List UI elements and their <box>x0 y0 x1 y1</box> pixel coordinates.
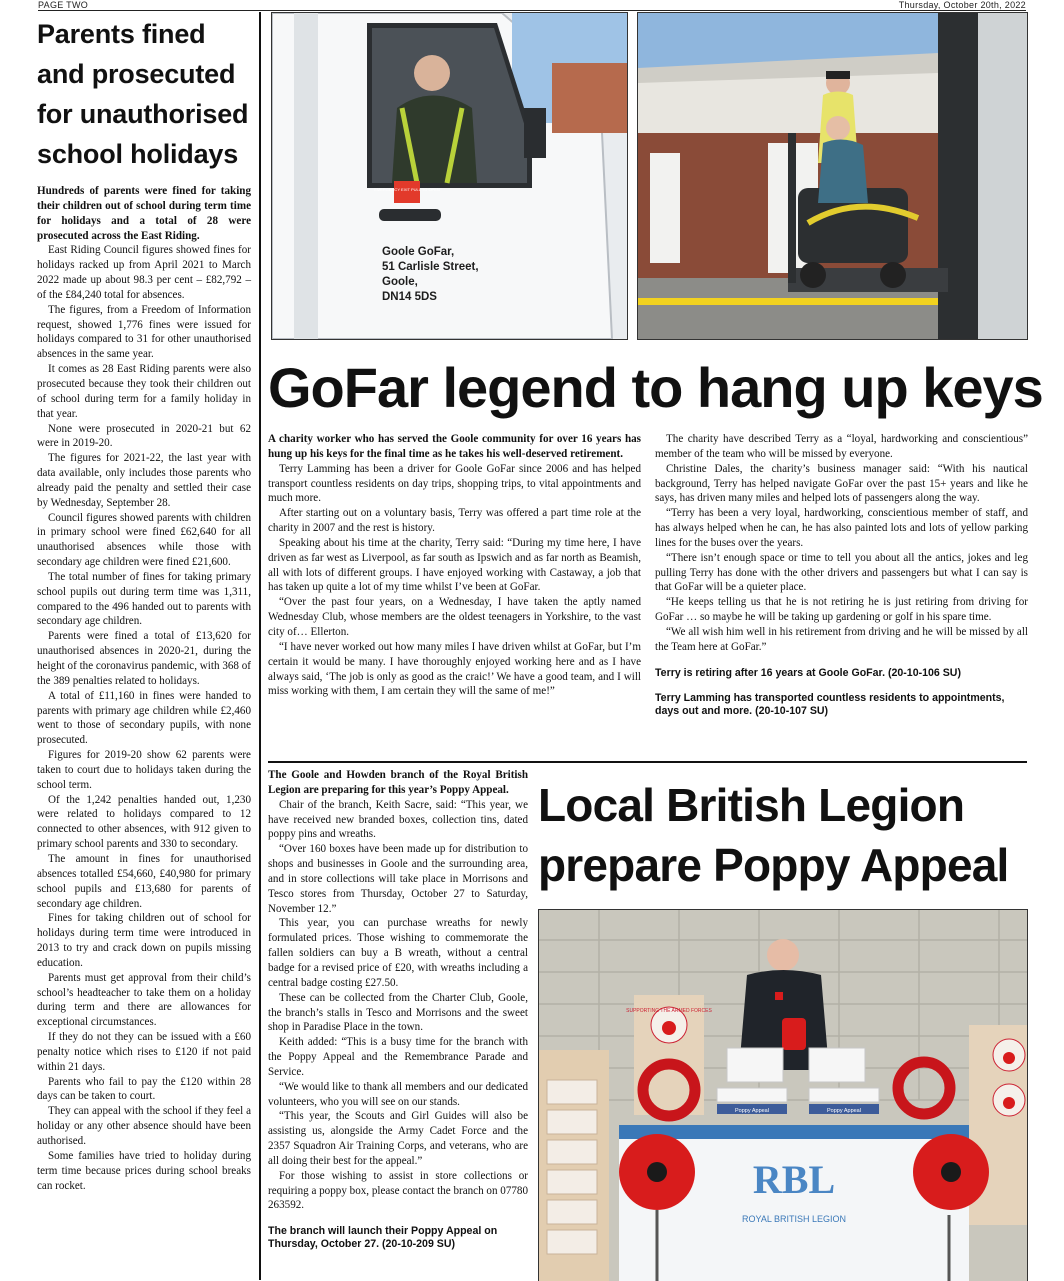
poppy-stall-illustration <box>539 910 1027 1281</box>
gofar-paragraph: Speaking about his time at the charity, Terry said: “During my time here, I have driven as far west as Liverpool, as far south as Ipswich and as far north as Beamish, all with lots of different groups. I have enjoyed working with Castaway, a job that has taken up quite a lot of my time whilst I’ve been at GoFar. <box>268 536 641 594</box>
legion-paragraph: “We would like to thank all members and our dedicated volunteers, who you will see on our stands. <box>268 1080 528 1108</box>
photo-poppy-stall <box>538 909 1028 1281</box>
photo-van <box>271 12 628 340</box>
van-address-line: Goole GoFar, <box>382 246 455 258</box>
gofar-paragraph: After starting out on a voluntary basis, Terry was offered a part time role at the charity in 2007 and the rest is history. <box>268 507 641 535</box>
gofar-paragraph: Terry Lamming has been a driver for Goole GoFar since 2006 and has helped transport countless residents on day trips, shopping trips, to vital appointments and much more. <box>268 462 641 505</box>
fines-paragraph: Parents were fined a total of £13,620 for unauthorised absences in 2020-21, during the height of the coronavirus pandemic, with 368 of the 389 penalties related to holidays. <box>37 630 251 687</box>
fines-paragraph: Figures for 2019-20 show 62 parents were taken to court due to holidays taken during the school term. <box>37 749 251 791</box>
gofar-paragraph: “We all wish him well in his retirement from driving and he will be missed by all the Team here at GoFar.” <box>655 625 1028 653</box>
gofar-paragraph: “There isn’t enough space or time to tell you about all the antics, jokes and leg pulling Terry has done with the other drivers and passengers but what I can say is that GoFar will be a quieter place. <box>655 551 1028 594</box>
fines-paragraph: East Riding Council figures showed fines for holidays racked up from April 2021 to March 2022 made up about 98.3 per cent – £82,792 – of the £84,240 total for absences. <box>37 244 251 301</box>
box-label-text: Poppy Appeal <box>827 1108 861 1114</box>
fines-paragraph: A total of £11,160 in fines were handed to parents with primary age children while £2,460 went to those of secondary pupils, with none prosecuted. <box>37 689 251 747</box>
gofar-paragraph: “He keeps telling us that he is not retiring he is just retiring from driving for GoFar … so maybe he will be taking up gardening or golf in his spare time. <box>655 596 1028 624</box>
fines-paragraph: It comes as 28 East Riding parents were also prosecuted because they took their children out of school during term for a family holiday in that year. <box>37 363 251 420</box>
fines-paragraph: The figures for 2021-22, the last year with data available, only includes those parents who already paid the penalty and settled their case by Wednesday, September 28. <box>37 452 251 509</box>
gofar-column-1 <box>268 432 641 699</box>
gofar-paragraph: “I have never worked out how many miles I have driven whilst at GoFar, but I’m certain it would be many. I have thoroughly enjoyed working here and as I have always said, ‘The job is only as good as the craic!’ We have a good team, and I will miss working with them, I am certain they will the same of me!” <box>268 640 641 698</box>
rbl-banner-text: ROYAL BRITISH LEGION <box>741 1214 847 1224</box>
legion-lede: The Goole and Howden branch of the Royal British Legion are preparing for this year’s Poppy Appeal. <box>268 769 528 796</box>
van-address-line: Goole, <box>382 276 418 288</box>
story-fines <box>37 14 251 1193</box>
story-divider <box>268 761 1027 763</box>
fines-paragraph: If they do not they can be issued with a £60 penalty notice which rises to £120 if not paid within 21 days. <box>37 1031 251 1073</box>
gofar-paragraph: The charity have described Terry as a “loyal, hardworking and conscientious” member of the team who will be missed by everyone. <box>655 433 1028 460</box>
legion-caption: The branch will launch their Poppy Appeal on Thursday, October 27. (20-10-209 SU) <box>268 1225 498 1251</box>
fines-headline-line: and prosecuted <box>37 59 236 89</box>
fines-headline-line: school holidays <box>37 139 239 169</box>
lift-illustration <box>638 13 1027 339</box>
gofar-headline: GoFar legend to hang up keys <box>268 356 1043 419</box>
legion-paragraph: Chair of the branch, Keith Sacre, said: “This year, we have received new branded boxes, collection tins, dated poppy pins and wreaths. <box>268 798 528 841</box>
van-illustration <box>272 13 627 339</box>
box-label-text: Poppy Appeal <box>735 1108 769 1114</box>
fines-lede: Hundreds of parents were fined for taking their children out of school during term time for holidays and a total of 28 were prosecuted across the East Riding. <box>37 185 251 242</box>
gofar-paragraph: “Terry has been a very loyal, hardworking, conscientious member of staff, and has always helped when he can, he has also painted lots and lots of yellow parking lines for the buses over the years. <box>655 507 1028 549</box>
legion-headline <box>538 775 1028 895</box>
legion-paragraph: For those wishing to assist in store collections or requiring a poppy box, please contact the branch on 07780 263592. <box>268 1169 529 1212</box>
legion-paragraph: This year, you can purchase wreaths for newly formulated prices. Those wishing to commemorate the fallen soldiers can buy a B wreath, without a central badge for a revised price of £20, with wreaths including a central badge costing £27.50. <box>268 917 528 989</box>
fines-paragraph: The amount in fines for unauthorised absences totalled £54,660, £40,980 for primary school pupils and £13,680 for parents of secondary age children. <box>37 852 251 910</box>
fines-paragraph: Parents must get approval from their child’s school’s headteacher to take them on a holiday during term and there are allowances for exceptional circumstances. <box>37 971 251 1029</box>
van-address-line: 51 Carlisle Street, <box>382 261 479 273</box>
legion-headline-line: prepare Poppy Appeal <box>538 839 1009 891</box>
fines-paragraph: Fines for taking children out of school for holidays during term time were introduced in 2013 to try and crack down on pupils missing education. <box>37 912 251 969</box>
box-sign-text: SUPPORTING THE ARMED FORCES <box>626 1008 712 1014</box>
photo-wheelchair-lift <box>637 12 1028 340</box>
photo-caption: Terry Lamming has transported countless residents to appointments, days out and more. (20-10-107 SU) <box>655 691 1005 717</box>
gofar-lede: A charity worker who has served the Goole community for over 16 years has hung up his keys for the final time as he takes his well-deserved retirement. <box>268 433 641 460</box>
rbl-logo: RBL <box>752 1157 836 1202</box>
gofar-paragraph: Christine Dales, the charity’s business manager said: “With his nautical background, Terry has helped navigate GoFar over the past 15+ years and like he says, has driven many miles and helped lots of passengers along the way. <box>655 462 1028 505</box>
fines-paragraph: The total number of fines for taking primary school pupils out during term time was 1,311, compared to the 496 handed out to parents with secondary age children. <box>37 570 251 628</box>
fines-headline-line: for unauthorised <box>37 99 249 129</box>
legion-paragraph: “Over 160 boxes have been made up for distribution to shops and businesses in Goole and the surrounding area, and in store collections will take place in Morrisons and Tesco stores from Thursday, October 27 to Saturday, November 12.” <box>268 843 528 915</box>
legion-paragraph: “This year, the Scouts and Girl Guides will also be assisting us, alongside the Army Cadet Force and the 2357 Squadron Air Training Corps, and veterans, who are all doing their best for the appeal.” <box>268 1110 528 1167</box>
fines-paragraph: Council figures showed parents with children in primary school were fined £62,640 for all unauthorised absences while those with secondary age children were fined £21,600. <box>37 511 251 569</box>
fines-paragraph: Parents who fail to pay the £120 within 28 days can be taken to court. <box>37 1075 251 1103</box>
column-divider <box>259 12 261 1280</box>
photo-caption: Terry is retiring after 16 years at Goole GoFar. (20-10-106 SU) <box>655 666 961 679</box>
fines-paragraph: Of the 1,242 penalties handed out, 1,230 were related to holidays compared to 12 connected to other absences, with 912 given to primary school parents and 330 to secondary. <box>37 793 251 851</box>
van-sticker-text: EMERGENCY EXIT PULL TO OPEN <box>374 187 440 192</box>
gofar-paragraph: “Over the past four years, on a Wednesday, I have taken the aptly named Wednesday Club, whose members are the oldest teenagers in Yorkshire, to the vast city of… Ellerton. <box>268 596 641 638</box>
van-address-line: DN14 5DS <box>382 291 437 303</box>
folio-date: Thursday, October 20th, 2022 <box>898 0 1026 10</box>
top-rule <box>38 10 1026 11</box>
legion-headline-line: Local British Legion <box>538 779 965 831</box>
legion-paragraph: These can be collected from the Charter Club, Goole, the branch’s stalls in Tesco and Morrisons and the sweet shop in Paradise Place in the town. <box>268 991 528 1034</box>
fines-headline-line: Parents fined <box>37 19 206 49</box>
legion-paragraph: Keith added: “This is a busy time for the branch with the Poppy Appeal and the Remembrance Parade and Service. <box>268 1036 528 1078</box>
fines-paragraph: None were prosecuted in 2020-21 but 62 were in 2019-20. <box>37 422 251 450</box>
fines-headline <box>37 14 251 174</box>
gofar-column-2 <box>655 432 1028 718</box>
fines-paragraph: Some families have tried to holiday during term time because prices during school breaks can rocket. <box>37 1149 251 1192</box>
fines-paragraph: The figures, from a Freedom of Information request, showed 1,776 fines were issued for holidays compared to 31 for other unauthorised absences in the same year. <box>37 303 251 361</box>
legion-column <box>268 768 528 1251</box>
folio-page-label: PAGE TWO <box>38 0 89 10</box>
fines-paragraph: They can appeal with the school if they feel a holiday or any other absence should have been authorised. <box>37 1105 251 1147</box>
